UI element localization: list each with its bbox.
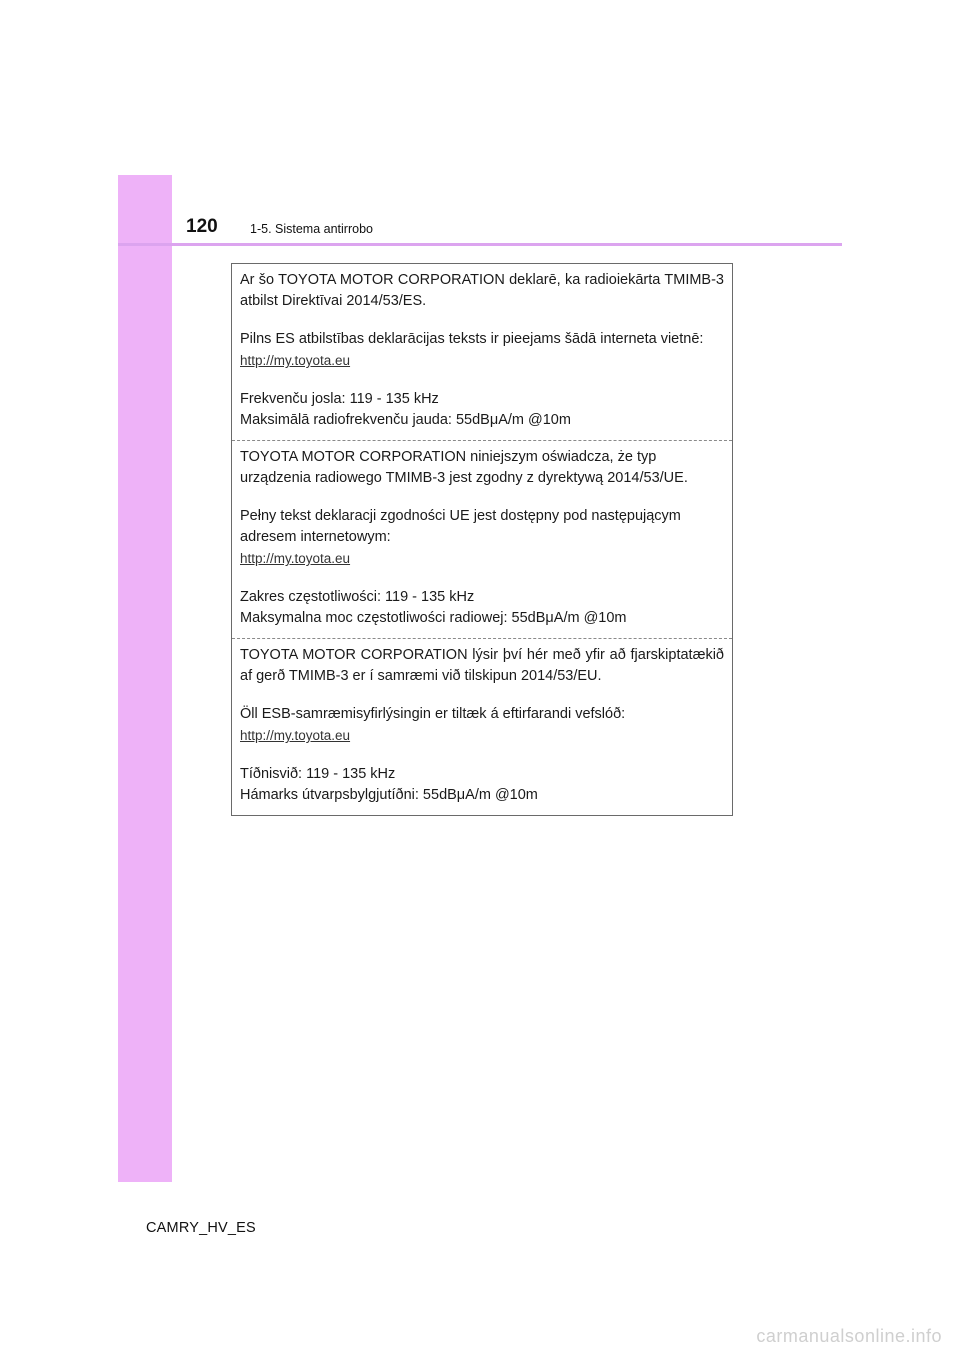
frequency-band: Frekvenču josla: 119 - 135 kHz [240, 391, 439, 407]
max-power: Maksymalna moc częstotliwości radiowej: 55dBμA/m @10m [240, 610, 627, 626]
declaration-url-link[interactable]: http://my.toyota.eu [240, 728, 351, 743]
max-power: Hámarks útvarpsbylgjutíðni: 55dBμA/m @10m [240, 787, 538, 803]
declaration-statement: TOYOTA MOTOR CORPORATION lýsir því hér með yfir að fjarskiptatækið af gerð TMIMB-3 er í samræmi við tilskipun 2014/53/EU. [240, 647, 724, 684]
declaration-fulltext-note: Öll ESB-samræmisyfirlýsingin er tiltæk á eftirfarandi vefslóð: [240, 706, 626, 722]
header-divider [118, 243, 842, 246]
declaration-statement: Ar šo TOYOTA MOTOR CORPORATION deklarē, ka radioiekārta TMIMB-3 atbilst Direktīvai 2014/53/ES. [240, 272, 724, 309]
declaration-fulltext-note: Pilns ES atbilstības deklarācijas teksts ir pieejams šādā interneta vietnē: [240, 331, 704, 347]
page-number: 120 [186, 216, 218, 237]
declaration-box [231, 263, 733, 816]
section-title: 1-5. Sistema antirrobo [250, 222, 373, 236]
side-tab-bar [118, 175, 172, 1182]
declaration-latvian [232, 264, 732, 440]
declaration-icelandic [232, 638, 732, 815]
frequency-band: Zakres częstotliwości: 119 - 135 kHz [240, 589, 475, 605]
site-watermark: carmanualsonline.info [756, 1326, 942, 1346]
declaration-statement: TOYOTA MOTOR CORPORATION niniejszym oświadcza, że typ urządzenia radiowego TMIMB-3 jest zgodny z dyrektywą 2014/53/UE. [240, 449, 688, 486]
declaration-fulltext-note: Pełny tekst deklaracji zgodności UE jest dostępny pod następującym adresem internetowym: [240, 508, 681, 545]
declaration-url-link[interactable]: http://my.toyota.eu [240, 551, 351, 566]
declaration-url-link[interactable]: http://my.toyota.eu [240, 353, 351, 368]
max-power: Maksimālā radiofrekvenču jauda: 55dBμA/m @10m [240, 412, 571, 428]
frequency-band: Tíðnisvið: 119 - 135 kHz [240, 766, 396, 782]
model-code: CAMRY_HV_ES [146, 1220, 256, 1236]
declaration-polish [232, 440, 732, 638]
